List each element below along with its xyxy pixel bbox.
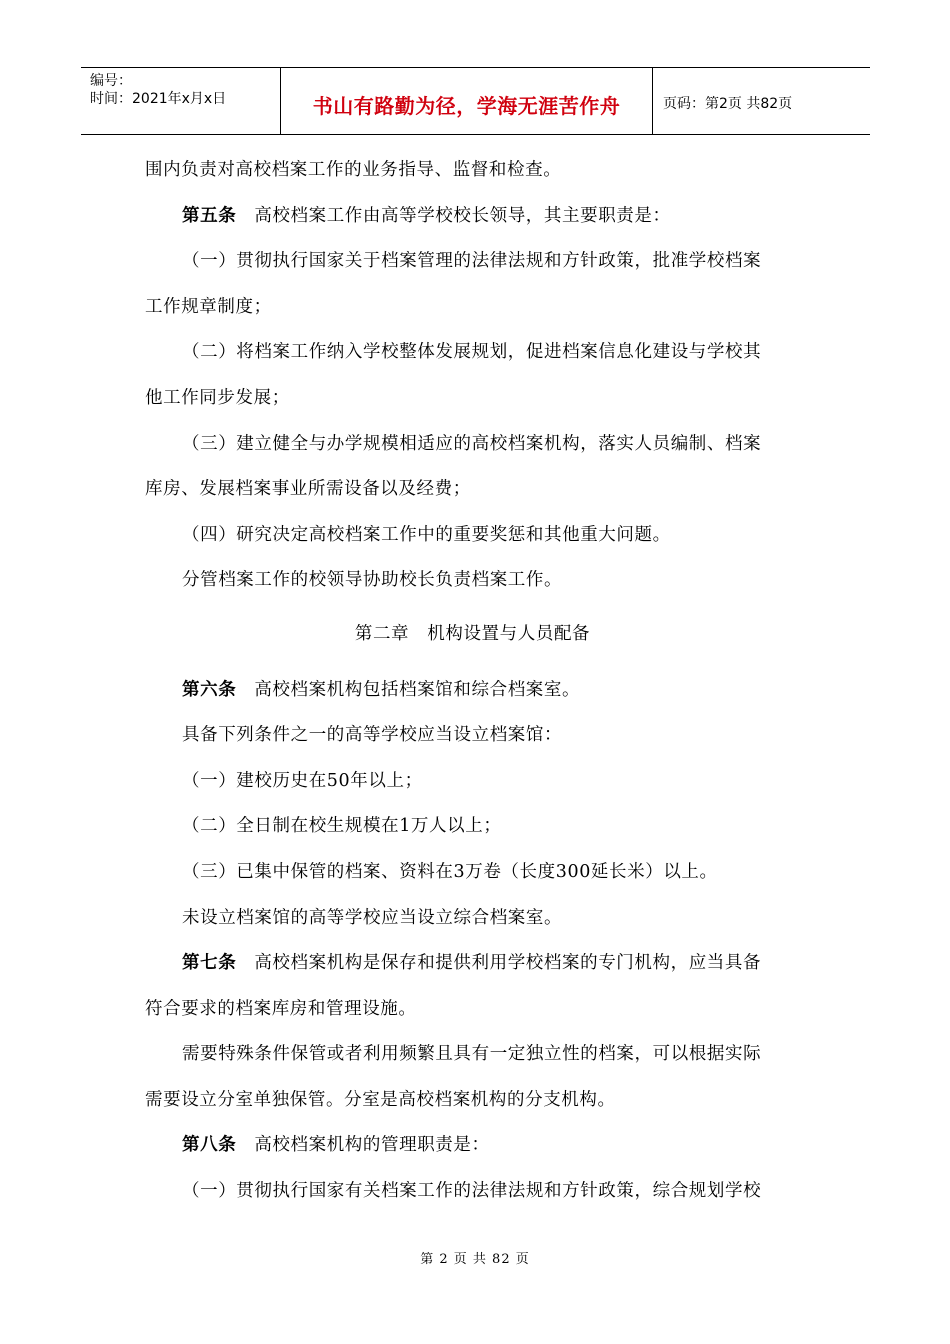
article-label: 第八条: [182, 1135, 237, 1156]
article-text: 高校档案工作由高等学校校长领导，其主要职责是：: [254, 205, 671, 226]
list-item: （一）建校历史在50年以上；: [182, 770, 423, 791]
article-5: [145, 194, 800, 240]
article-label: 第七条: [182, 953, 237, 974]
article-label: 第五条: [182, 205, 237, 226]
document-time-label: 时间：2021年x月x日: [90, 91, 227, 107]
paragraph: 需要特殊条件保管或者利用频繁且具有一定独立性的档案，可以根据实际: [182, 1044, 762, 1065]
list-item-continued: 工作规章制度；: [145, 296, 272, 317]
chapter-heading: 第二章 机构设置与人员配备: [354, 623, 591, 644]
list-item: （三）建立健全与办学规模相适应的高校档案机构，落实人员编制、档案: [182, 433, 762, 454]
header-meta: [81, 68, 281, 134]
article-label: 第六条: [182, 679, 237, 700]
article-text: 高校档案机构的管理职责是：: [254, 1135, 490, 1156]
article-8: [145, 1123, 800, 1169]
article-text: 高校档案机构包括档案馆和综合档案室。: [254, 679, 581, 700]
paragraph: 未设立档案馆的高等学校应当设立综合档案室。: [182, 907, 563, 928]
paragraph-continued: 需要设立分室单独保管。分室是高校档案机构的分支机构。: [145, 1089, 616, 1110]
list-item-continued: 他工作同步发展；: [145, 387, 290, 408]
paragraph-continued: 符合要求的档案库房和管理设施。: [145, 998, 417, 1019]
page-footer: 第 2 页 共 82 页: [420, 1252, 530, 1267]
paragraph: 具备下列条件之一的高等学校应当设立档案馆：: [182, 725, 563, 746]
list-item: （三）已集中保管的档案、资料在3万卷（长度300延长米）以上。: [182, 861, 718, 882]
page-header: [81, 67, 870, 135]
list-item: （二）将档案工作纳入学校整体发展规划，促进档案信息化建设与学校其: [182, 342, 762, 363]
paragraph: 围内负责对高校档案工作的业务指导、监督和检查。: [145, 160, 562, 180]
list-item: （四）研究决定高校档案工作中的重要奖惩和其他重大问题。: [182, 524, 671, 545]
paragraph: 分管档案工作的校领导协助校长负责档案工作。: [182, 570, 563, 591]
list-item: （一）贯彻执行国家有关档案工作的法律法规和方针政策，综合规划学校: [182, 1181, 762, 1202]
list-item: （一）贯彻执行国家关于档案管理的法律法规和方针政策，批准学校档案: [182, 251, 762, 272]
article-7: [145, 941, 800, 987]
header-motto: 书山有路勤为径，学海无涯苦作舟: [281, 68, 653, 134]
article-6: [145, 668, 800, 714]
list-item: （二）全日制在校生规模在1万人以上；: [182, 816, 502, 837]
header-page-info: 页码：第2页 共82页: [663, 96, 793, 112]
list-item-continued: 库房、发展档案事业所需设备以及经费；: [145, 479, 471, 500]
document-body: [145, 148, 800, 1215]
document-number-label: 编号：: [90, 73, 132, 89]
article-text: 高校档案机构是保存和提供利用学校档案的专门机构，应当具备: [254, 953, 762, 974]
